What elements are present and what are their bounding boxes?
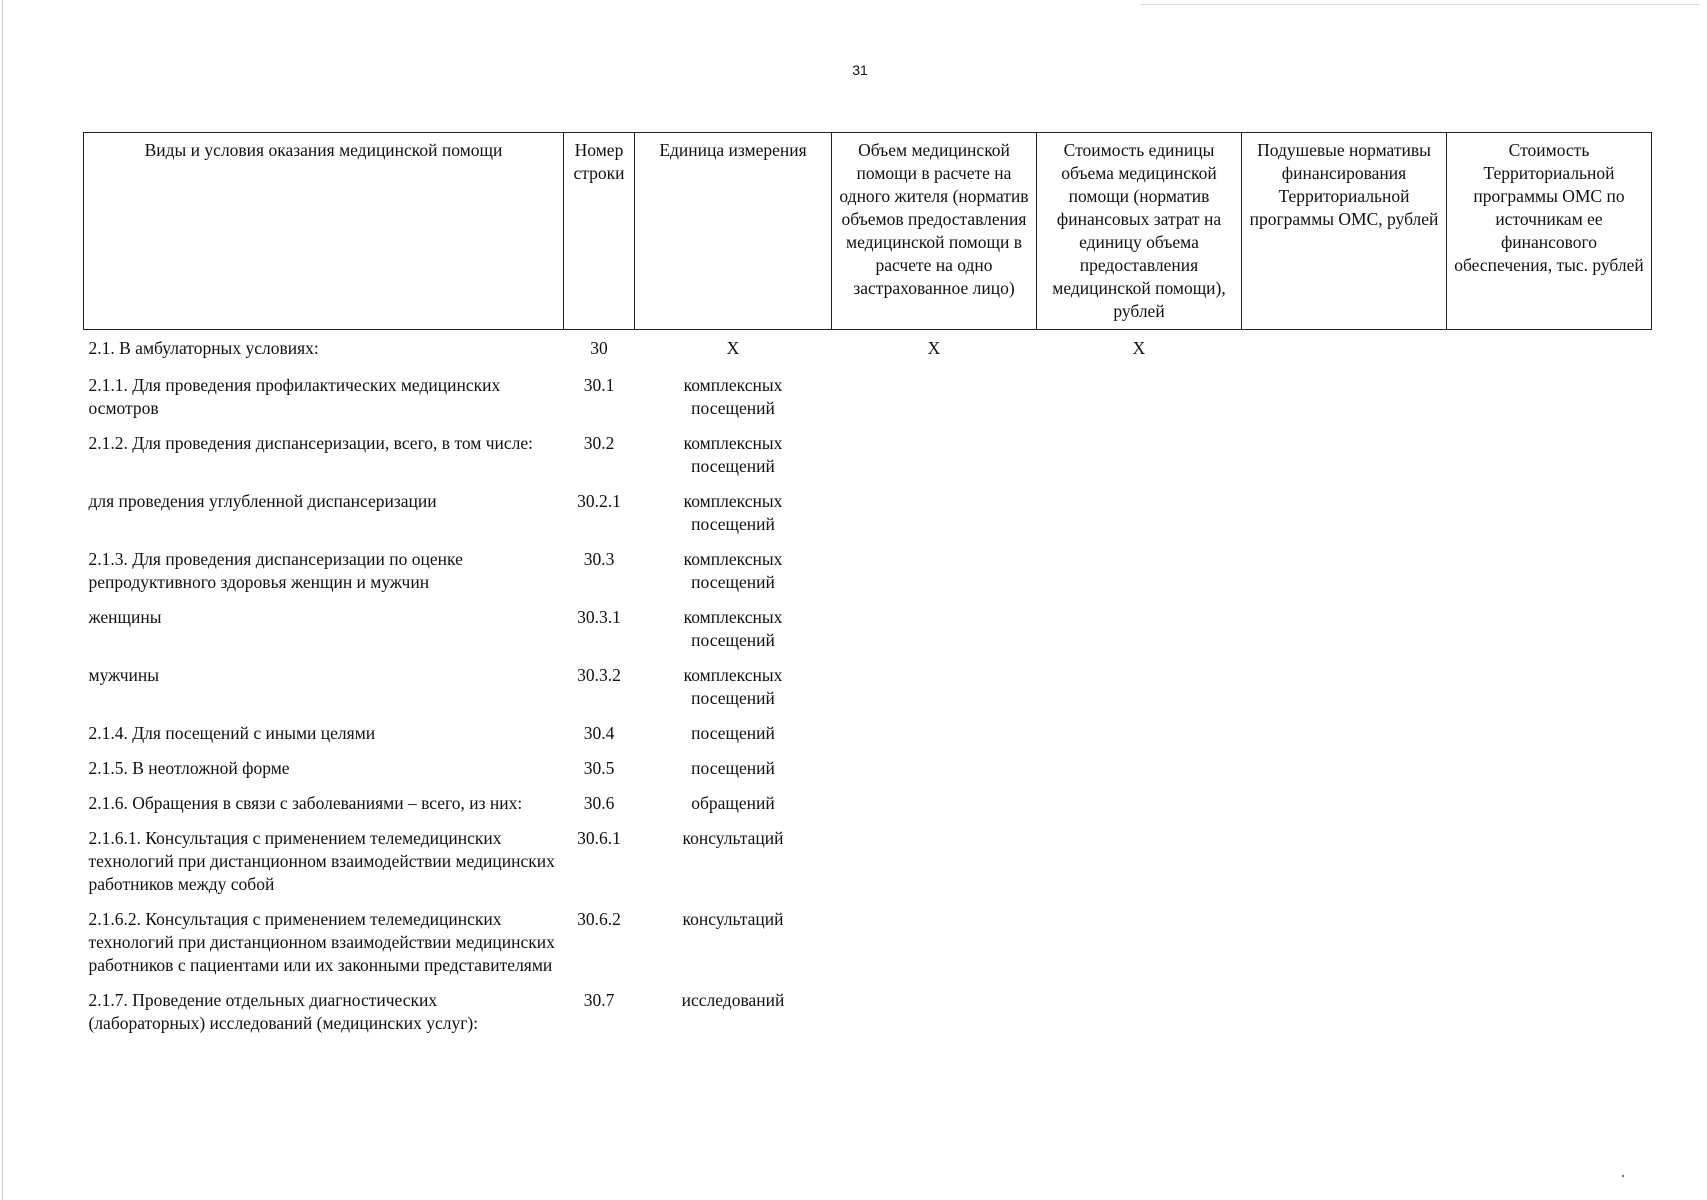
row-name: 2.1.7. Проведение отдельных диагностических (лабораторных) исследований (медицинских услуг): <box>88 990 479 1033</box>
row-unit: комплексных посещений <box>683 433 783 476</box>
row-line-number: 30.2.1 <box>577 491 621 511</box>
row-name: женщины <box>88 607 162 627</box>
scan-speck <box>1622 1175 1624 1177</box>
row-line-number: 30.6 <box>583 793 615 813</box>
row-per-capita <box>1242 330 1447 375</box>
table-row <box>84 330 1652 375</box>
scan-top-edge <box>1140 4 1700 5</box>
row-unit: посещений <box>691 723 775 743</box>
table-row <box>84 490 1652 548</box>
header-line-number: Номер строки <box>564 133 635 330</box>
table-row <box>84 548 1652 606</box>
row-line-number: 30.4 <box>583 723 615 743</box>
row-unit: консультаций <box>682 909 784 929</box>
table-row <box>84 606 1652 664</box>
row-cost: Х <box>1132 338 1146 358</box>
table-header-row <box>84 133 1652 330</box>
row-unit: консультаций <box>682 828 784 848</box>
row-name: 2.1.1. Для проведения профилактических медицинских осмотров <box>88 375 501 418</box>
scan-left-edge <box>2 0 3 1200</box>
header-per-capita-norms: Подушевые нормативы финансирования Территориальной программы ОМС, рублей <box>1242 133 1447 330</box>
medical-care-table <box>83 132 1652 1047</box>
row-name: 2.1.6. Обращения в связи с заболеваниями – всего, из них: <box>88 793 523 813</box>
table-row <box>84 664 1652 722</box>
row-name: 2.1.6.1. Консультация с применением телемедицинских технологий при дистанционном взаимодействии медицинских работников между собой <box>88 828 555 894</box>
header-unit: Единица измерения <box>635 133 832 330</box>
row-line-number: 30 <box>590 338 608 358</box>
row-line-number: 30.1 <box>583 375 615 395</box>
row-name: для проведения углубленной диспансеризации <box>88 491 437 511</box>
row-line-number: 30.2 <box>583 433 615 453</box>
table-row <box>84 432 1652 490</box>
row-line-number: 30.6.1 <box>577 828 621 848</box>
row-line-number: 30.6.2 <box>577 909 621 929</box>
table-row <box>84 827 1652 908</box>
row-name: 2.1.2. Для проведения диспансеризации, всего, в том числе: <box>88 433 534 453</box>
table-row <box>84 757 1652 792</box>
table-row <box>84 722 1652 757</box>
row-unit: комплексных посещений <box>683 375 783 418</box>
page-number: 31 <box>852 62 868 78</box>
row-line-number: 30.3 <box>583 549 615 569</box>
row-unit: Х <box>726 338 740 358</box>
header-unit-cost: Стоимость единицы объема медицинской помощи (норматив финансовых затрат на единицу объема предоставления медицинской помощи), рублей <box>1037 133 1242 330</box>
row-name: 2.1.6.2. Консультация с применением телемедицинских технологий при дистанционном взаимодействии медицинских работников с пациентами или их законными представителями <box>88 909 555 975</box>
row-unit: посещений <box>691 758 775 778</box>
table-row <box>84 374 1652 432</box>
header-program-cost: Стоимость Территориальной программы ОМС по источникам ее финансового обеспечения, тыс. рублей <box>1447 133 1652 330</box>
row-name: 2.1. В амбулаторных условиях: <box>88 338 319 358</box>
row-name: 2.1.5. В неотложной форме <box>88 758 290 778</box>
table-row <box>84 792 1652 827</box>
header-care-type: Виды и условия оказания медицинской помощи <box>84 133 564 330</box>
row-name: мужчины <box>88 665 160 685</box>
row-unit: комплексных посещений <box>683 665 783 708</box>
row-unit: исследований <box>681 990 785 1010</box>
row-unit: комплексных посещений <box>683 549 783 592</box>
row-program-cost <box>1447 330 1652 375</box>
row-volume: Х <box>927 338 941 358</box>
row-name: 2.1.3. Для проведения диспансеризации по оценке репродуктивного здоровья женщин и мужчин <box>88 549 463 592</box>
row-unit: комплексных посещений <box>683 491 783 534</box>
table-row <box>84 989 1652 1047</box>
header-volume-per-resident: Объем медицинской помощи в расчете на одного жителя (норматив объемов предоставления медицинской помощи в расчете на одно застрахованное лицо) <box>832 133 1037 330</box>
row-line-number: 30.7 <box>583 990 615 1010</box>
row-line-number: 30.3.2 <box>577 665 621 685</box>
row-unit: обращений <box>691 793 775 813</box>
row-unit: комплексных посещений <box>683 607 783 650</box>
row-name: 2.1.4. Для посещений с иными целями <box>88 723 376 743</box>
row-line-number: 30.5 <box>583 758 615 778</box>
row-line-number: 30.3.1 <box>577 607 621 627</box>
table-row <box>84 908 1652 989</box>
